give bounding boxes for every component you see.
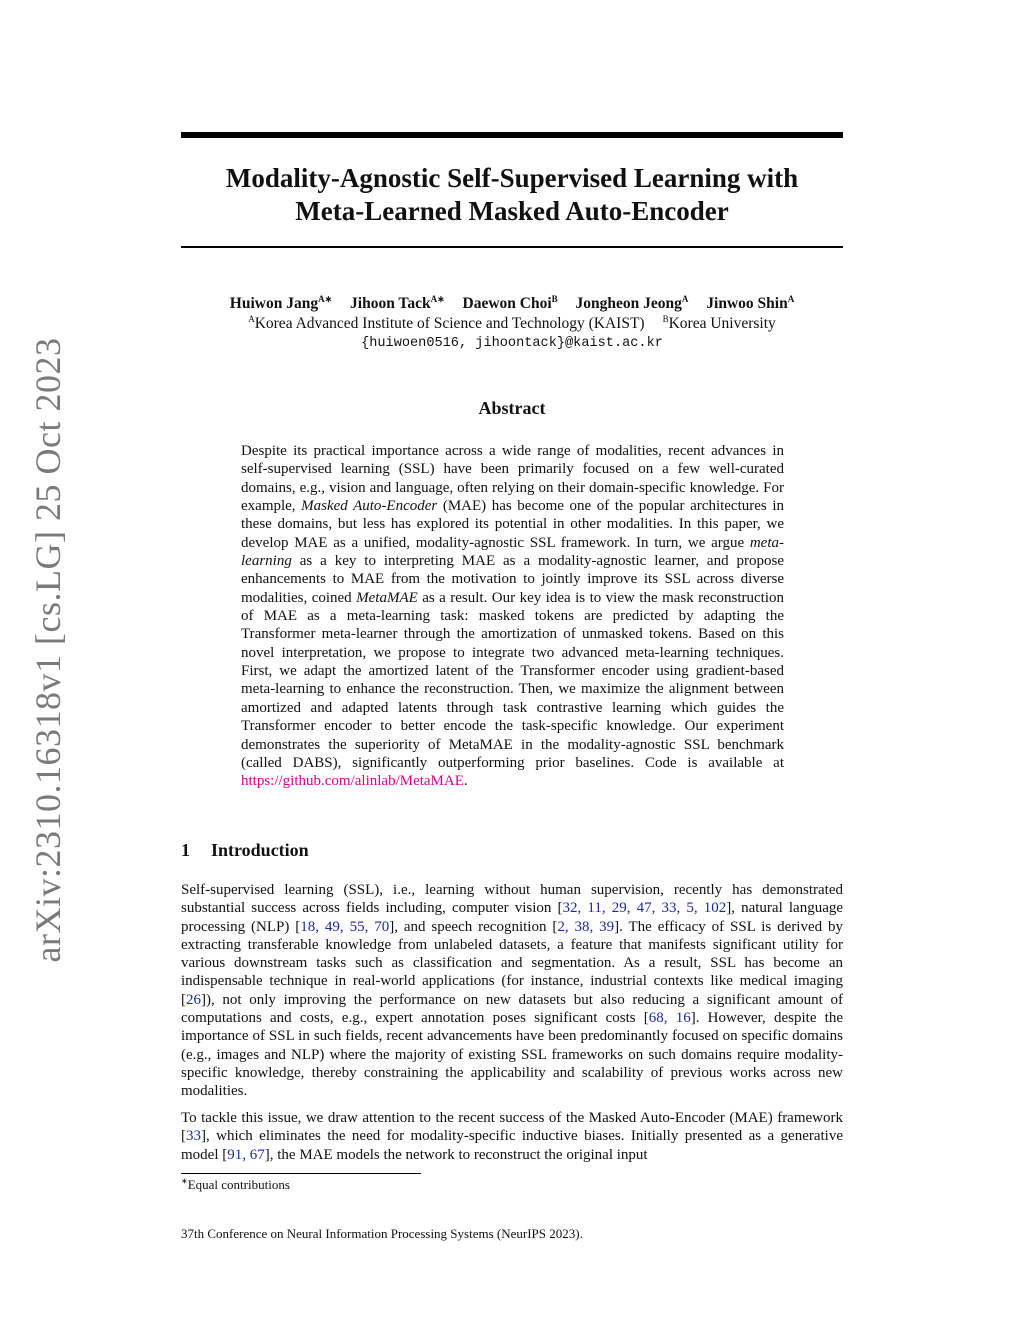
citation-link[interactable]: 2, 38, 39: [557, 918, 615, 935]
author-list: [150, 294, 874, 314]
author: Jinwoo Shin$^A$: [706, 293, 795, 312]
author-block: [150, 294, 874, 354]
author-email[interactable]: {huiwoen0516, jihoontack}@kaist.ac.kr: [361, 336, 663, 351]
abstract-body: Despite its practical importance across a wide range of modalities, recent advances in self-supervised learning (SSL) have been primarily focused on a few well-curated domains, e.g., vision and language, often relying on their domain-specific knowledge. For example, Masked Auto-Encoder (MAE) has become one of the popular architectures in these domains, but less has explored its potential in other modalities. In this paper, we develop MAE as a unified, modality-agnostic SSL framework. In turn, we argue meta-learning as a key to interpreting MAE as a modality-agnostic learner, and propose enhancements to MAE from the motivation to jointly improve its SSL across diverse modalities, coined MetaMAE as a result. Our key idea is to view the mask reconstruction of MAE as a meta-learning task: masked tokens are predicted by adapting the Transformer meta-learner through the amortization of unmasked tokens. Based on this novel interpretation, we propose to integrate two advanced meta-learning techniques. First, we adapt the amortized latent of the Transformer encoder using gradient-based meta-learning to enhance the reconstruction. Then, we maximize the alignment between amortized and adapted latents through task contrastive learning which guides the Transformer encoder to better encode the task-specific knowledge. Our experiment demonstrates the superiority of MetaMAE in the modality-agnostic SSL benchmark (called DABS), significantly outperforming prior baselines. Code is available at https://github.com/alinlab/MetaMAE.: [241, 443, 784, 790]
author: Jongheon Jeong$^A$: [575, 293, 689, 312]
citation-link[interactable]: 18, 49, 55, 70: [300, 918, 390, 935]
code-link[interactable]: https://github.com/alinlab/MetaMAE: [241, 773, 464, 790]
section-heading-introduction: 1 Introduction: [181, 840, 309, 860]
intro-paragraph-2: To tackle this issue, we draw attention to the recent success of the Masked Auto-Encoder (MAE) framework [33], which eliminates the need for modality-specific inductive biases. Initially presented as a generative model [91, 67], the MAE models the network to reconstruct the original input: [181, 1110, 843, 1163]
citation-link[interactable]: 32, 11, 29, 47, 33, 5, 102: [562, 900, 727, 917]
author: Huiwon Jang$^{A∗}$: [229, 293, 333, 312]
title-top-rule: [181, 132, 843, 138]
citation-link[interactable]: 33: [186, 1128, 201, 1145]
affiliations: $^A$Korea Advanced Institute of Science and Technology (KAIST) $^B$Korea University: [248, 313, 776, 332]
citation-link[interactable]: 68, 16: [648, 1010, 691, 1027]
citation-link[interactable]: 26: [186, 991, 201, 1008]
title-bottom-rule: [181, 246, 843, 248]
title-line-1: Modality-Agnostic Self-Supervised Learning with: [225, 163, 799, 193]
affiliation-a: Korea Advanced Institute of Science and Technology (KAIST): [254, 315, 645, 332]
author: Jihoon Tack$^{A∗}$: [350, 293, 445, 312]
affiliation-b: Korea University: [668, 315, 776, 332]
paper-title: [181, 162, 843, 228]
arxiv-identifier[interactable]: arXiv:2310.16318v1 [cs.LG] 25 Oct 2023: [28, 337, 68, 963]
footnote: ∗Equal contributions: [181, 1176, 290, 1192]
footnote-rule: [181, 1173, 421, 1174]
citation-link[interactable]: 91, 67: [227, 1146, 265, 1163]
venue-footer: 37th Conference on Neural Information Processing Systems (NeurIPS 2023).: [181, 1226, 583, 1241]
intro-paragraph-1: Self-supervised learning (SSL), i.e., learning without human supervision, recently has demonstrated substantial success across fields including, computer vision [32, 11, 29, 47, 33, 5, 102], natural language processing (NLP) [18, 49, 55, 70], and speech recognition [2, 38, 39]. The efficacy of SSL is derived by extracting transferable knowledge from unlabeled datasets, a feature that manifests significant utility for various downstream tasks such as classification and segmentation. As a result, SSL has become an indispensable technique in real-world applications (for instance, industrial contexts like medical imaging [26]), not only improving the performance on new datasets but also reducing a significant amount of computations and costs, e.g., expert annotation poses significant costs [68, 16]. However, despite the importance of SSL in such fields, recent advancements have been predominantly focused on specific domains (e.g., images and NLP) where the majority of existing SSL frameworks on such domains require modality-specific knowledge, thereby constraining the applicability and scalability of previous works across new modalities.: [181, 882, 844, 1100]
author: Daewon Choi$^B$: [462, 293, 558, 312]
abstract-heading: Abstract: [478, 398, 546, 418]
title-line-2: Meta-Learned Masked Auto-Encoder: [295, 196, 729, 226]
